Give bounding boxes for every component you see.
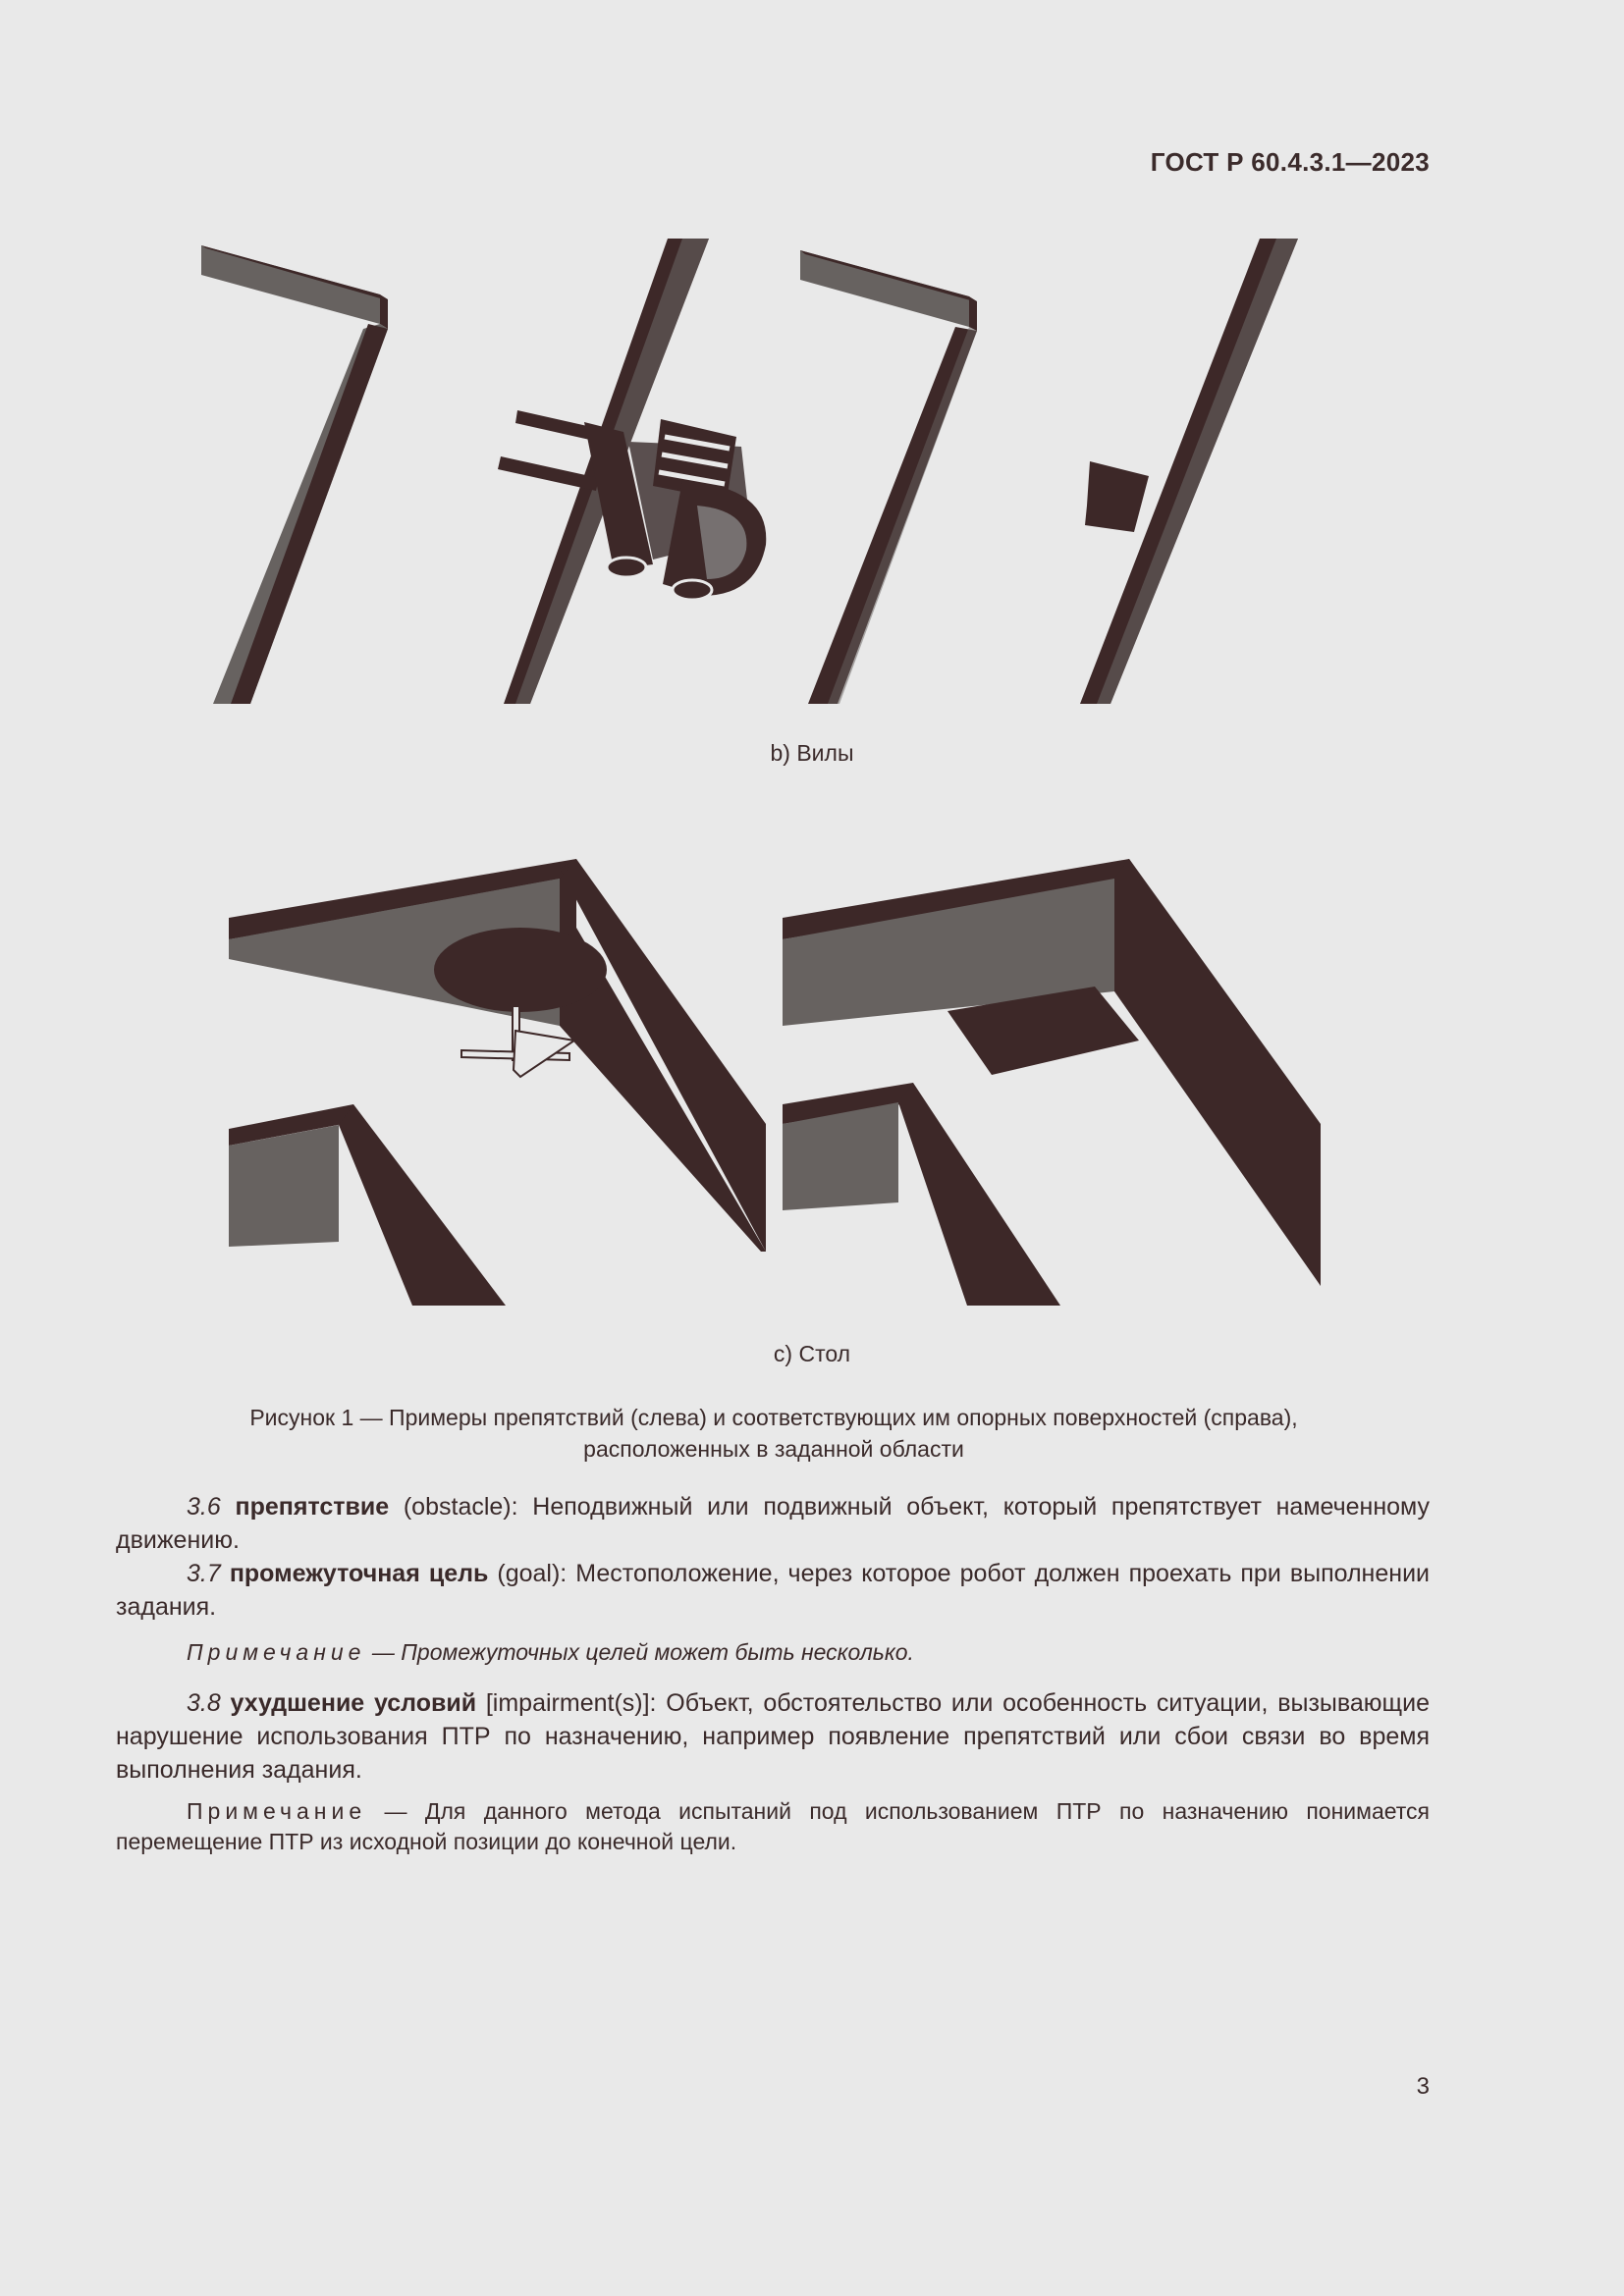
term-definition: [impairment(s)]: Объект, обстоятельство или особенность ситуации, вызывающие нарушение использования ПТР по назначению, например появление препятствий или сбои связи во время выполнения задания. <box>116 1689 1430 1784</box>
room-right-panel-c <box>783 859 1321 1306</box>
note-text: — Промежуточных целей может быть несколько. <box>365 1639 914 1665</box>
figure-b-forks-illustration <box>191 231 1321 712</box>
term-definition: (obstacle): Неподвижный или подвижный объект, который препятствует намеченному движению. <box>116 1493 1431 1554</box>
forks-support-surface <box>1085 461 1149 532</box>
figure-title-line-2: расположенных в заданной области <box>583 1436 964 1462</box>
page-number: 3 <box>1416 2073 1430 2100</box>
term-entry-3-6 <box>116 1490 1430 1557</box>
note-intended-use <box>116 1796 1430 1857</box>
note-label: Примечание <box>187 1639 366 1665</box>
term-number: 3.8 <box>187 1689 221 1717</box>
term-name: промежуточная цель <box>229 1560 489 1587</box>
term-number: 3.6 <box>187 1493 221 1521</box>
wall-support-panel-b <box>1080 239 1298 704</box>
term-definition: (goal): Местоположение, через которое робот должен проехать при выполнении задания. <box>116 1560 1430 1621</box>
wall-left-panel-b <box>201 245 388 704</box>
figure-title <box>116 1402 1432 1465</box>
note-text: — Для данного метода испытаний под использованием ПТР по назначению понимается перемещение ПТР из исходной позиции до конечной цели. <box>116 1798 1430 1854</box>
wall-right-panel-b <box>800 250 977 704</box>
figure-title-line-1: Рисунок 1 — Примеры препятствий (слева) и соответствующих им опорных поверхностей (справа), <box>249 1405 1298 1430</box>
figure-c-caption: c) Стол <box>773 1341 851 1366</box>
note-label: Примечание <box>187 1798 367 1824</box>
figure-c-table-illustration <box>221 849 1335 1306</box>
figure-b-caption: b) Вилы <box>770 740 854 766</box>
term-entry-3-8 <box>116 1686 1430 1787</box>
term-number: 3.7 <box>187 1560 221 1587</box>
room-left-panel-c <box>229 859 766 1306</box>
term-name: ухудшение условий <box>230 1689 477 1717</box>
term-entry-3-7 <box>116 1557 1430 1624</box>
round-table-obstacle <box>434 928 607 1012</box>
document-number: ГОСТ Р 60.4.3.1—2023 <box>1150 147 1430 177</box>
note-intermediate-goals <box>116 1637 1430 1668</box>
term-name: препятствие <box>235 1493 390 1521</box>
